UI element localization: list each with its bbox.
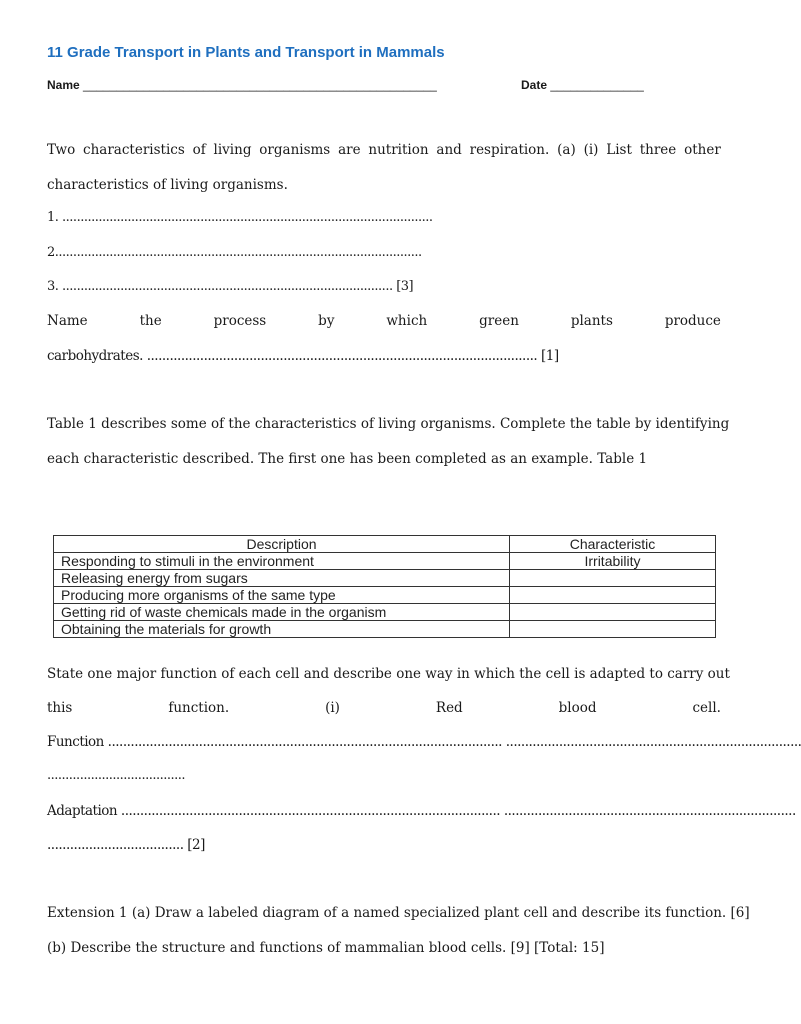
q1-line1: Two characteristics of living organisms are nutrition and respiration. (a) (i) List three other (47, 142, 721, 158)
table-row (54, 570, 716, 587)
table-row (54, 604, 716, 621)
q1b-line1: Name the process by which green plants produce (47, 313, 721, 329)
table-header-description: Description (54, 536, 510, 553)
function-answer-line[interactable]: Function ........................................................................................................ .............................................................................. (47, 734, 801, 750)
table-cell-description: Responding to stimuli in the environment (54, 553, 510, 570)
answer-line-3[interactable]: 3. ........................................................................................... [3] (47, 279, 414, 294)
q2-line1: Table 1 describes some of the characteristics of living organisms. Complete the table by identifying (47, 416, 730, 432)
q1b-answer-line[interactable]: carbohydrates. ....................................................................................................... [1] (47, 348, 559, 364)
table-cell-characteristic[interactable]: Irritability (510, 553, 716, 570)
page-title: 11 Grade Transport in Plants and Transport in Mammals (47, 44, 445, 61)
name-blank: _____________________________________________________ (83, 78, 437, 92)
date-label: Date (521, 78, 548, 92)
q2-line2: each characteristic described. The first one has been completed as an example. Table 1 (47, 451, 648, 467)
answer-line-2[interactable]: 2..................................................................................................... (47, 245, 422, 260)
answer-line-1[interactable]: 1. ...................................................................................................... (47, 210, 433, 225)
q3-line1: State one major function of each cell and describe one way in which the cell is adapted to carry out (47, 666, 730, 682)
name-row (47, 78, 437, 92)
table-cell-characteristic[interactable] (510, 587, 716, 604)
table-cell-description: Releasing energy from sugars (54, 570, 510, 587)
table-cell-description: Getting rid of waste chemicals made in the organism (54, 604, 510, 621)
table-row (54, 587, 716, 604)
date-blank: ______________ (550, 78, 644, 92)
table-row (54, 553, 716, 570)
extension-line2: (b) Describe the structure and functions of mammalian blood cells. [9] [Total: 15] (47, 940, 605, 956)
characteristics-table (53, 535, 716, 638)
table-row (54, 621, 716, 638)
adaptation-answer-continuation[interactable]: .................................... [2] (47, 837, 205, 853)
table-cell-characteristic[interactable] (510, 621, 716, 638)
table-cell-characteristic[interactable] (510, 604, 716, 621)
adaptation-answer-line[interactable]: Adaptation .................................................................................................... ............................................................................. (47, 803, 796, 819)
extension-line1: Extension 1 (a) Draw a labeled diagram of a named specialized plant cell and describe its function. [6] (47, 905, 750, 921)
table-header-characteristic: Characteristic (510, 536, 716, 553)
date-row (521, 78, 644, 92)
table-cell-description: Obtaining the materials for growth (54, 621, 510, 638)
q3-line2: this function. (i) Red blood cell. (47, 700, 721, 716)
q1-line2: characteristics of living organisms. (47, 177, 288, 193)
table-cell-description: Producing more organisms of the same type (54, 587, 510, 604)
table-cell-characteristic[interactable] (510, 570, 716, 587)
table-header-row (54, 536, 716, 553)
function-answer-continuation[interactable]: ...................................... (47, 768, 186, 783)
name-label: Name (47, 78, 80, 92)
